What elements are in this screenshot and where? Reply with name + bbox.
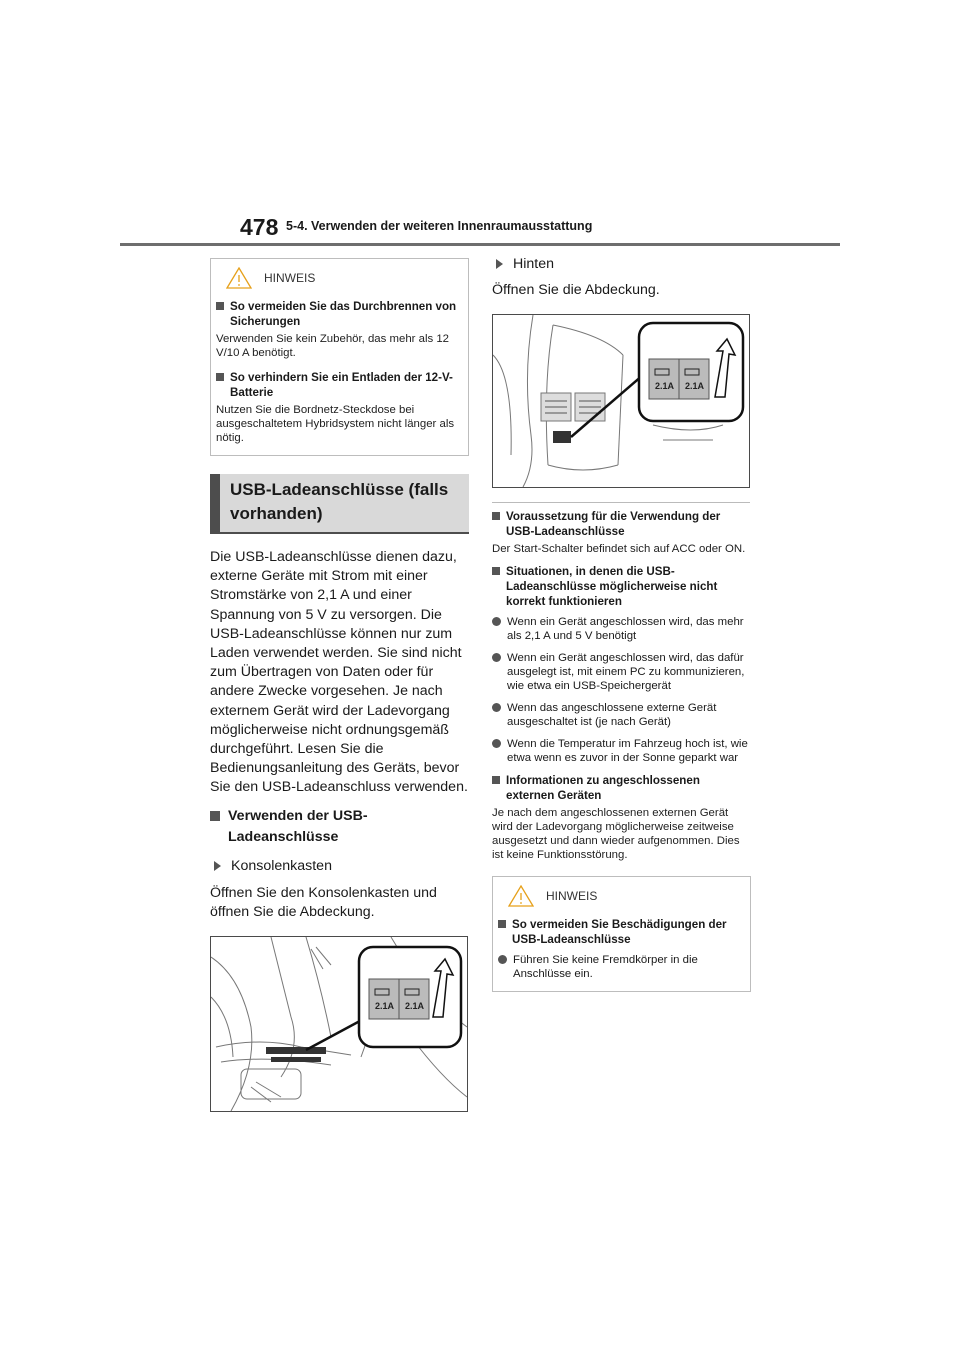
left-column: [210, 258, 468, 1112]
bullet-item: Wenn die Temperatur im Fahrzeug hoch ist, wie etwa wenn es zuvor in der Sonne geparkt war: [492, 737, 750, 765]
rear-illustration: [493, 315, 749, 487]
note-text: Nutzen Sie die Bordnetz-Steckdose bei ausgeschaltetem Hybridsystem nicht länger als nötig.: [216, 404, 455, 444]
rear-figure: [492, 314, 750, 488]
header-rule: [120, 243, 840, 246]
note-heading: So vermeiden Sie das Durchbrennen von Sicherungen: [216, 299, 460, 329]
console-text: Öffnen Sie den Konsolenkasten und öffnen Sie die Abdeckung.: [210, 884, 437, 920]
divider: [492, 502, 750, 503]
bullet-item: Wenn das angeschlossene externe Gerät ausgeschaltet ist (je nach Gerät): [492, 701, 750, 729]
page-number: 478: [240, 214, 279, 240]
warning-icon: [226, 267, 252, 289]
note-text: Je nach dem angeschlossenen externen Gerät wird der Ladevorgang möglicherweise zeitweise ausgesetzt und dann wieder aufgenommen. Dies ist keine Funktionsstörung.: [492, 807, 740, 862]
console-illustration: [211, 937, 467, 1111]
port-label-2: 2.1A: [685, 381, 705, 392]
note-heading: So vermeiden Sie Beschädigungen der USB-Ladeanschlüsse: [498, 917, 742, 947]
usb-section-heading: USB-Ladeanschlüsse (falls vorhanden): [210, 474, 469, 534]
port-label-1: 2.1A: [655, 381, 675, 392]
section-header: 5-4. Verwenden der weiteren Innenraumausstattung: [286, 219, 593, 233]
hinweis-title: HINWEIS: [546, 889, 598, 904]
hinweis-box: [492, 876, 751, 992]
use-heading: Verwenden der USB-Ladeanschlüsse: [210, 806, 468, 848]
bullet-item: Führen Sie keine Fremdkörper in die Anschlüsse ein.: [498, 953, 742, 981]
console-label: Konsolenkasten: [210, 858, 468, 874]
note-heading: So verhindern Sie ein Entladen der 12-V-Batterie: [216, 370, 460, 400]
console-figure: [210, 936, 468, 1112]
note-text: Verwenden Sie kein Zubehör, das mehr als 12 V/10 A benötigt.: [216, 333, 450, 359]
right-column: [492, 256, 750, 992]
warning-icon: [508, 885, 534, 907]
port-label-2: 2.1A: [405, 1001, 425, 1012]
rear-label: Hinten: [492, 256, 750, 272]
note-heading: Situationen, in denen die USB-Ladeanschlüsse möglicherweise nicht korrekt funktionieren: [492, 564, 750, 609]
note-heading: Voraussetzung für die Verwendung der USB-Ladeanschlüsse: [492, 509, 750, 539]
note-text: Der Start-Schalter befindet sich auf ACC oder ON.: [492, 543, 746, 556]
hinweis-box: [210, 258, 469, 456]
bullet-item: Wenn ein Gerät angeschlossen wird, das mehr als 2,1 A und 5 V benötigt: [492, 615, 750, 643]
note-heading: Informationen zu angeschlossenen externen Geräten: [492, 773, 750, 803]
port-label-1: 2.1A: [375, 1001, 395, 1012]
hinweis-title: HINWEIS: [264, 271, 316, 285]
bullet-item: Wenn ein Gerät angeschlossen wird, das dafür ausgelegt ist, mit einem PC zu kommunizieren, wie etwa ein USB-Speichergerät: [492, 651, 750, 693]
intro-text: Die USB-Ladeanschlüsse dienen dazu, externe Geräte mit Strom mit einer Stromstärke von 2,1 A und einer Spannung von 5 V zu versorgen. Die USB-Ladeanschlüsse können nur zum Laden verwendet werden. Sie sind nicht zum Übertragen von Daten oder für andere Zwecke vorgesehen. Je nach externem Gerät wird der Ladevorgang möglicherweise nicht ordnungsgemäß durchgeführt. Lesen Sie die Bedienungsanleitung des Geräts, bevor Sie den USB-Ladeanschluss verwenden.: [210, 549, 468, 796]
rear-text: Öffnen Sie die Abdeckung.: [492, 282, 660, 298]
